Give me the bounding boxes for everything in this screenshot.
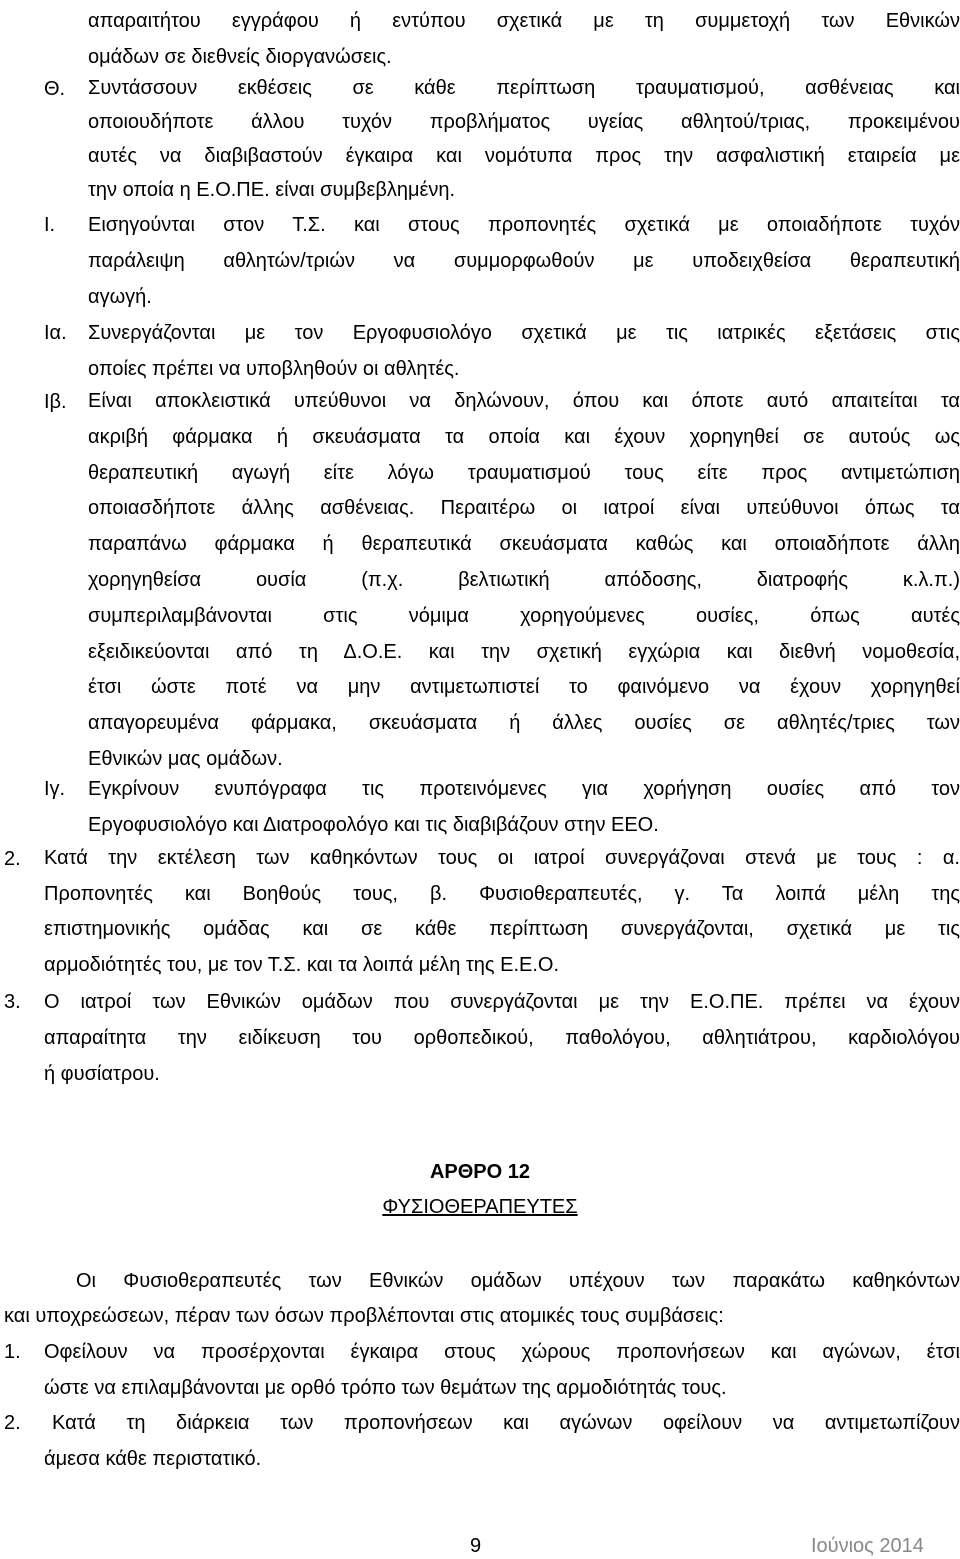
intro-paragraph xyxy=(4,1264,960,1334)
text-line: συμπεριλαμβάνονται στις νόμιμα χορηγούμενες ουσίες, όπως αυτές xyxy=(88,604,960,627)
text-line: Εθνικών μας ομάδων. xyxy=(88,747,283,770)
text-line: απαραιτήτου εγγράφου ή εντύπου σχετικά με τη συμμετοχή των Εθνικών xyxy=(88,10,960,32)
text-line: αυτές να διαβιβαστούν έγκαιρα και νομότυπα προς την ασφαλιστική εταιρεία με xyxy=(88,145,960,167)
text-line: αγωγή. xyxy=(88,286,152,308)
text-line: την οποία η Ε.Ο.ΠΕ. είναι συμβεβλημένη. xyxy=(88,179,456,201)
text-line: Προπονητές και Βοηθούς τους, β. Φυσιοθεραπευτές, γ. Τα λοιπά μέλη της xyxy=(44,882,960,905)
text-line: Είναι αποκλειστικά υπεύθυνοι να δηλώνουν, όπου και όποτε αυτό απαιτείται τα xyxy=(88,390,960,412)
item-label-3: 3. xyxy=(4,991,21,1013)
item-ib xyxy=(88,384,960,778)
item-ig xyxy=(88,771,960,843)
text-line: Κατά τη διάρκεια των προπονήσεων και αγώνων οφείλουν να αντιμετωπίζουν xyxy=(52,1412,960,1434)
text-line: άμεσα κάθε περιστατικό. xyxy=(44,1448,262,1470)
physio-item-label-2: 2. xyxy=(4,1412,21,1434)
item-3 xyxy=(44,984,960,1092)
text-line: παράλειψη αθλητών/τριών να συμμορφωθούν με υποδειχθείσα θεραπευτική xyxy=(88,250,960,272)
text-line: Ο ιατροί των Εθνικών ομάδων που συνεργάζονται με την Ε.Ο.ΠΕ. πρέπει να έχουν xyxy=(44,991,960,1013)
item-i xyxy=(88,207,960,315)
text-line: απαραίτητα την ειδίκευση του ορθοπεδικού, παθολόγου, αθλητιάτρου, καρδιολόγου xyxy=(44,1027,960,1049)
text-line: Εισηγούνται στον Τ.Σ. και στους προπονητές σχετικά με οποιαδήποτε τυχόν xyxy=(88,214,960,236)
item-label-ib: Ιβ. xyxy=(44,391,67,413)
text-line: Συντάσσουν εκθέσεις σε κάθε περίπτωση τραυματισμού, ασθένειας και xyxy=(88,77,960,99)
text-line: παραπάνω φάρμακα ή θεραπευτικά σκευάσματα καθώς και οποιαδήποτε άλλη xyxy=(88,533,960,556)
item-label-ia: Ια. xyxy=(44,322,67,344)
text-line: Οφείλουν να προσέρχονται έγκαιρα στους χώρους προπονήσεων και αγώνων, έτσι xyxy=(44,1341,960,1363)
item-label-theta: Θ. xyxy=(44,78,66,100)
text-line: οποίες πρέπει να υποβληθούν οι αθλητές. xyxy=(88,358,460,380)
section-continuation xyxy=(88,3,960,75)
text-line: έτσι ώστε ποτέ να μην αντιμετωπιστεί το φαινόμενο να έχουν χορηγηθεί xyxy=(88,676,960,699)
item-2 xyxy=(44,841,960,983)
text-line: Κατά την εκτέλεση των καθηκόντων τους οι ιατροί συνεργάζοναι στενά με τους : α. xyxy=(44,847,960,869)
text-line: ώστε να επιλαμβάνονται με ορθό τρόπο των θεμάτων της αρμοδιότητάς τους. xyxy=(44,1377,727,1399)
article-number: ΑΡΘΡΟ 12 xyxy=(429,1161,531,1183)
text-line: οποιουδήποτε άλλου τυχόν προβλήματος υγείας αθλητού/τριας, προκειμένου xyxy=(88,111,960,133)
text-line: αρμοδιότητές του, με τον Τ.Σ. και τα λοιπά μέλη της Ε.Ε.Ο. xyxy=(44,953,560,976)
text-line: Εγκρίνουν ενυπόγραφα τις προτεινόμενες για χορήγηση ουσίες από τον xyxy=(88,778,960,800)
text-line: χορηγηθείσα ουσία (π.χ. βελτιωτική απόδοσης, διατροφής κ.λ.π.) xyxy=(88,568,960,591)
page-number: 9 xyxy=(470,1535,482,1557)
text-line: ή φυσίατρου. xyxy=(44,1063,160,1085)
text-line: Συνεργάζονται με τον Εργοφυσιολόγο σχετικά με τις ιατρικές εξετάσεις στις xyxy=(88,322,960,344)
physio-item-2 xyxy=(44,1405,960,1477)
text-line: και υποχρεώσεων, πέραν των όσων προβλέπονται στις ατομικές τους συμβάσεις: xyxy=(4,1305,724,1327)
text-line: Οι Φυσιοθεραπευτές των Εθνικών ομάδων υπέχουν των παρακάτω καθηκόντων xyxy=(76,1270,960,1292)
physio-item-label-1: 1. xyxy=(4,1341,21,1363)
item-label-ig: Ιγ. xyxy=(44,778,66,800)
text-line: οποιασδήποτε άλλης ασθένειας. Περαιτέρω οι ιατροί είναι υπεύθυνοι όπως τα xyxy=(88,497,960,520)
text-line: επιστημονικής ομάδας και σε κάθε περίπτωση συνεργάζονται, σχετικά με τις xyxy=(44,918,960,940)
physio-item-1 xyxy=(44,1334,960,1406)
item-label-i: Ι. xyxy=(44,214,56,236)
footer-date: Ιούνιος 2014 xyxy=(811,1535,924,1557)
article-title: ΦΥΣΙΟΘΕΡΑΠΕΥΤΕΣ xyxy=(382,1196,578,1218)
item-theta xyxy=(88,71,960,207)
text-line: ομάδων σε διεθνείς διοργανώσεις. xyxy=(88,46,392,68)
text-line: Εργοφυσιολόγο και Διατροφολόγο και τις διαβιβάζουν στην ΕΕΟ. xyxy=(88,814,659,836)
text-line: απαγορευμένα φάρμακα, σκευάσματα ή άλλες ουσίες σε αθλητές/τριες των xyxy=(88,712,960,735)
item-label-2: 2. xyxy=(4,848,21,870)
text-line: ακριβή φάρμακα ή σκευάσματα τα οποία και έχουν χορηγηθεί σε αυτούς ως xyxy=(88,425,960,448)
text-line: θεραπευτική αγωγή είτε λόγω τραυματισμού τους είτε προς αντιμετώπιση xyxy=(88,461,960,484)
item-ia xyxy=(88,315,960,387)
text-line: εξειδικεύονται από τη Δ.Ο.Ε. και την σχετική εγχώρια και διεθνή νομοθεσία, xyxy=(88,640,960,663)
